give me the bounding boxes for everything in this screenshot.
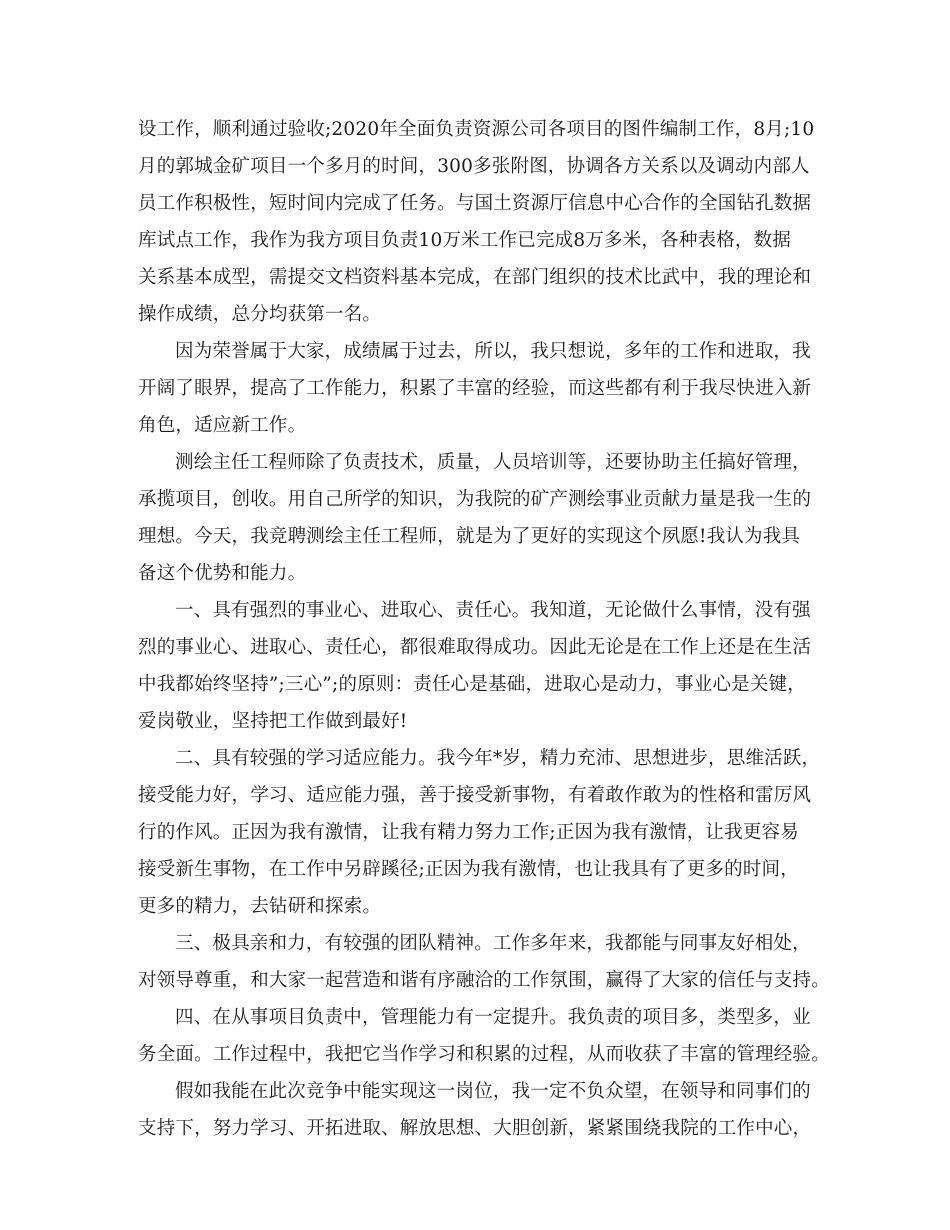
text-line: 一、具有强烈的事业心、进取心、责任心。我知道，无论做什么事情，没有强 [175,600,811,621]
text-line: 支持下，努力学习、开拓进取、解放思想、大胆创新，紧紧围绕我院的工作中心， [138,1118,812,1139]
text-line: 烈的事业心、进取心、责任心，都很难取得成功。因此无论是在工作上还是在生活 [138,637,812,658]
text-line: 更多的精力，去钻研和探索。 [138,896,382,917]
text-line: 测绘主任工程师除了负责技术，质量，人员培训等，还要协助主任搞好管理， [175,452,811,473]
text-line: 假如我能在此次竞争中能实现这一岗位，我一定不负众望，在领导和同事们的 [175,1081,811,1102]
text-line: 关系基本成型，需提交文档资料基本完成，在部门组织的技术比武中，我的理论和 [138,267,812,288]
text-line: 设工作，顺利通过验收;2020年全面负责资源公司各项目的图件编制工作，8月;10 [138,119,815,140]
text-line: 员工作积极性，短时间内完成了任务。与国土资源厅信息中心合作的全国钻孔数据 [138,193,812,214]
text-line: 二、具有较强的学习适应能力。我今年*岁，精力充沛、思想进步，思维活跃， [175,748,821,769]
text-line: 操作成绩，总分均获第一名。 [138,304,382,325]
text-line: 行的作风。正因为我有激情，让我有精力努力工作;正因为我有激情，让我更容易 [138,822,799,843]
text-line: 承揽项目，创收。用自己所学的知识，为我院的矿产测绘事业贡献力量是我一生的 [138,489,812,510]
text-line: 因为荣誉属于大家，成绩属于过去，所以，我只想说，多年的工作和进取，我 [175,341,811,362]
text-line: 三、极具亲和力，有较强的团队精神。工作多年来，我都能与同事友好相处， [175,933,811,954]
text-line: 库试点工作，我作为我方项目负责10万米工作已完成8万多米，各种表格，数据 [138,230,792,251]
text-line: 备这个优势和能力。 [138,563,307,584]
text-line: 角色，适应新工作。 [138,415,307,436]
text-line: 对领导尊重，和大家一起营造和谐有序融洽的工作氛围，赢得了大家的信任与支持。 [138,970,830,991]
text-line: 理想。今天，我竞聘测绘主任工程师，就是为了更好的实现这个夙愿!我认为我具 [138,526,801,547]
text-line: 四、在从事项目负责中，管理能力有一定提升。我负责的项目多，类型多，业 [175,1007,811,1028]
text-line: 务全面。工作过程中，我把它当作学习和积累的过程，从而收获了丰富的管理经验。 [138,1044,830,1065]
text-line: 中我都始终坚持”;三心”;的原则：责任心是基础，进取心是动力，事业心是关键， [138,674,806,695]
text-line: 接受能力好，学习、适应能力强，善于接受新事物，有着敢作敢为的性格和雷厉风 [138,785,812,806]
text-line: 月的郭城金矿项目一个多月的时间，300多张附图，协调各方关系以及调动内部人 [138,156,810,177]
text-line: 爱岗敬业，坚持把工作做到最好! [138,711,408,732]
text-line: 接受新生事物，在工作中另辟蹊径;正因为我有激情，也让我具有了更多的时间， [138,859,799,880]
text-line: 开阔了眼界，提高了工作能力，积累了丰富的经验，而这些都有利于我尽快进入新 [138,378,812,399]
